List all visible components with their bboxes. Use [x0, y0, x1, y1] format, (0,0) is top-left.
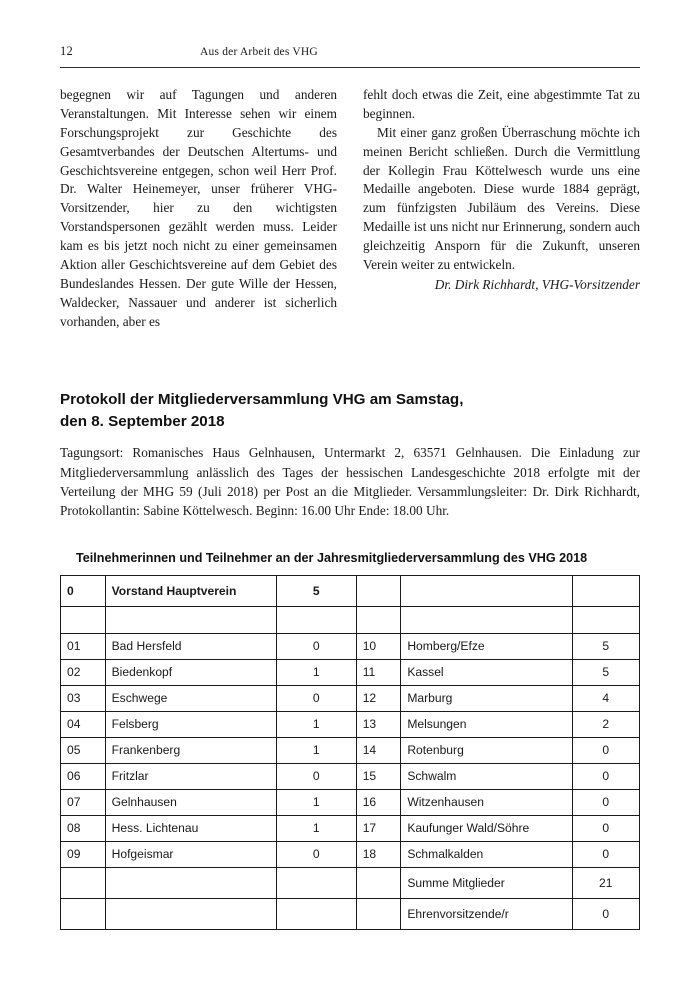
section-heading-line-2: den 8. September 2018 — [60, 413, 225, 431]
table-row-summary — [61, 867, 640, 898]
cell-number-2: 16 — [356, 789, 401, 815]
cell-count: 0 — [276, 841, 356, 867]
cell-name: Eschwege — [105, 685, 276, 711]
table-row-summary — [61, 898, 640, 929]
cell-count-2: 0 — [572, 815, 639, 841]
cell-summary-label: Summe Mitglieder — [401, 867, 572, 898]
cell-name: Bad Hersfeld — [105, 633, 276, 659]
cell-empty — [401, 606, 572, 633]
cell-name: Hofgeismar — [105, 841, 276, 867]
cell-count: 1 — [276, 789, 356, 815]
cell-name — [105, 898, 276, 929]
cell-summary-value: 0 — [572, 898, 639, 929]
cell-name — [105, 867, 276, 898]
cell-number-2: 15 — [356, 763, 401, 789]
cell-number-2: 17 — [356, 815, 401, 841]
cell-count-2: 4 — [572, 685, 639, 711]
cell-empty — [276, 606, 356, 633]
cell-number-2 — [356, 898, 401, 929]
cell-name: Hess. Lichtenau — [105, 815, 276, 841]
right-column — [363, 86, 640, 293]
running-head — [60, 44, 640, 68]
cell-name-2: Kaufunger Wald/Söhre — [401, 815, 572, 841]
cell-count: 1 — [276, 737, 356, 763]
cell-number: 03 — [61, 685, 106, 711]
cell-name-2: Rotenburg — [401, 737, 572, 763]
table-row — [61, 685, 640, 711]
cell-count-2: 5 — [572, 659, 639, 685]
cell-summary-value: 21 — [572, 867, 639, 898]
cell-count-2: 0 — [572, 841, 639, 867]
author-signature: Dr. Dirk Richhardt, VHG-Vorsitzender — [434, 276, 640, 292]
cell-empty — [572, 606, 639, 633]
cell-empty — [356, 606, 401, 633]
cell-number-2: 14 — [356, 737, 401, 763]
table-row — [61, 789, 640, 815]
cell-number: 0 — [61, 575, 106, 606]
cell-count: 0 — [276, 763, 356, 789]
cell-number-2: 10 — [356, 633, 401, 659]
cell-number-2: 11 — [356, 659, 401, 685]
table-row — [61, 763, 640, 789]
cell-number: 02 — [61, 659, 106, 685]
table-row — [61, 659, 640, 685]
cell-name-2: Marburg — [401, 685, 572, 711]
section-intro — [60, 443, 640, 520]
page-number: 12 — [60, 44, 73, 58]
cell-empty — [61, 606, 106, 633]
cell-name: Fritzlar — [105, 763, 276, 789]
cell-number: 08 — [61, 815, 106, 841]
right-paragraph-1: fehlt doch etwas die Zeit, eine abgestimmte Tat zu beginnen. — [363, 87, 640, 121]
right-paragraph-2: Mit einer ganz großen Überraschung möchte ich meinen Bericht schließen. Durch die Vermittlung der Kollegin Frau Köttelwesch wurde uns eine Medaille angeboten. Diese wurde 1884 geprägt, zum fünfzigsten Jubiläum des Vereins. Diese Medaille ist uns nicht nur Erinnerung, sondern auch gleichzeitig Ansporn für die Zukunft, unseren Verein weiter zu entwickeln. — [363, 124, 640, 272]
cell-count: 1 — [276, 815, 356, 841]
cell-number — [61, 867, 106, 898]
cell-name-2: Kassel — [401, 659, 572, 685]
cell-number-2 — [356, 575, 401, 606]
table-caption: Teilnehmerinnen und Teilnehmer an der Jahresmitgliederversammlung des VHG 2018 — [76, 550, 588, 565]
table-row — [61, 575, 640, 606]
cell-name-2: Homberg/Efze — [401, 633, 572, 659]
cell-count: 1 — [276, 659, 356, 685]
table-row — [61, 815, 640, 841]
cell-count-2: 5 — [572, 633, 639, 659]
table-row — [61, 737, 640, 763]
cell-name: Felsberg — [105, 711, 276, 737]
table-row-spacer — [61, 606, 640, 633]
cell-count-2: 0 — [572, 763, 639, 789]
running-head-title: Aus der Arbeit des VHG — [200, 46, 318, 58]
cell-number: 04 — [61, 711, 106, 737]
cell-number: 01 — [61, 633, 106, 659]
cell-name: Vorstand Hauptverein — [105, 575, 276, 606]
cell-number-2: 13 — [356, 711, 401, 737]
cell-name: Frankenberg — [105, 737, 276, 763]
cell-count-2 — [572, 575, 639, 606]
table-row — [61, 633, 640, 659]
cell-count-2: 0 — [572, 737, 639, 763]
cell-name: Gelnhausen — [105, 789, 276, 815]
cell-name-2: Melsungen — [401, 711, 572, 737]
cell-count: 0 — [276, 685, 356, 711]
cell-number: 06 — [61, 763, 106, 789]
cell-name-2: Schwalm — [401, 763, 572, 789]
participants-table-body — [61, 575, 640, 929]
cell-count-2: 2 — [572, 711, 639, 737]
cell-count — [276, 867, 356, 898]
cell-count-2: 0 — [572, 789, 639, 815]
cell-number-2: 12 — [356, 685, 401, 711]
participants-table — [60, 575, 640, 930]
section-heading-line-1: Protokoll der Mitgliederversammlung VHG am Samstag, — [60, 391, 464, 409]
cell-number: 09 — [61, 841, 106, 867]
section-intro-paragraph: Tagungsort: Romanisches Haus Gelnhausen, Untermarkt 2, 63571 Gelnhausen. Die Einladung zur Mitgliederversammlung anlässlich des Tages der hessischen Landesgeschichte 2018 erfolgte mit der Verteilung der MHG 59 (Juli 2018) per Post an die Mitglieder. Versammlungsleiter: Dr. Dirk Richhardt, Protokollantin: Sabine Köttelwesch. Beginn: 16.00 Uhr Ende: 18.00 Uhr. — [60, 445, 640, 519]
cell-name-2: Witzenhausen — [401, 789, 572, 815]
table-row — [61, 841, 640, 867]
cell-name-2: Schmalkalden — [401, 841, 572, 867]
cell-count: 0 — [276, 633, 356, 659]
cell-count: 1 — [276, 711, 356, 737]
table-row — [61, 711, 640, 737]
section-heading — [60, 389, 640, 433]
cell-number: 05 — [61, 737, 106, 763]
cell-number — [61, 898, 106, 929]
cell-number-2: 18 — [356, 841, 401, 867]
left-column — [60, 86, 337, 331]
left-paragraph-1: begegnen wir auf Tagungen und anderen Veranstaltungen. Mit Interesse sehen wir einem Forschungsprojekt zur Geschichte des Gesamtverbandes der Deutschen Altertums- und Geschichtsvereine entgegen, schon weil Herr Prof. Dr. Walter Heinemeyer, unser früherer VHG-Vorsitzender, hier zu den wichtigsten Vorstandspersonen gezählt werden muss. Leider kam es bis jetzt noch nicht zu einer gemeinsamen Aktion aller Geschichtsvereine auf dem Gebiet des Bundeslandes Hessen. Der gute Wille der Hessen, Waldecker, Nassauer und anderer ist sicherlich vorhanden, aber es — [60, 87, 337, 329]
cell-empty — [105, 606, 276, 633]
cell-name: Biedenkopf — [105, 659, 276, 685]
cell-number: 07 — [61, 789, 106, 815]
cell-number-2 — [356, 867, 401, 898]
cell-summary-label: Ehrenvorsitzende/r — [401, 898, 572, 929]
cell-count: 5 — [276, 575, 356, 606]
cell-count — [276, 898, 356, 929]
two-column-body — [60, 86, 640, 331]
cell-name-2 — [401, 575, 572, 606]
